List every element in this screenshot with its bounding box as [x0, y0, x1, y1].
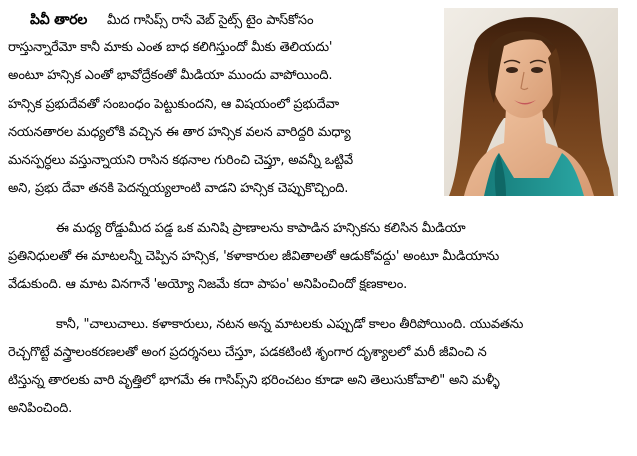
article-line: అని, ప్రభు దేవా తనకి పెదన్నయ్యలాంటి వాడని హన్సిక చెప్పుకొచ్చింది. — [8, 181, 349, 196]
article-line: హన్సిక ప్రభుదేవతో సంబంధం పెట్టుకుందని, ఆ విషయంలో ప్రభుదేవా — [8, 97, 339, 112]
article-line: రెచ్చగొట్టే వస్త్రాలంకరణలతో అంగ ప్రదర్శనలు చేస్తూ, పడకటింటి శృంగార దృశ్యాలలో మరీ జీవించి న — [8, 345, 487, 360]
article-line — [30, 11, 313, 30]
lead-term: పివీ తారల — [30, 12, 88, 28]
article-line: ఈ మధ్య రోడ్డుమీద పడ్డ ఒక మనిషి ప్రాణాలను కాపాడిన హన్సికను కలిసిన మీడియా — [56, 221, 466, 236]
article-line: నయనతారల మధ్యలోకి వచ్చిన ఈ తార హన్సిక వలన వారిద్దరి మధ్యా — [8, 125, 351, 140]
actress-photo — [444, 8, 618, 196]
article-line: అంటూ హన్సిక ఎంతో భావోద్రేకంతో మీడియా ముందు వాపోయింది. — [8, 68, 333, 83]
article-line: అనిపించింది. — [8, 401, 73, 416]
article-line: ప్రతినిధులతో ఈ మాటలన్నీ చెప్పిన హన్సిక, 'కళాకారుల జీవితాలతో ఆడుకోవద్దు' అంటూ మీడియాను — [8, 249, 500, 264]
article-line: మనస్పర్ధలు వస్తున్నాయని రాసిన కథనాల గురించి చెప్తూ, అవన్నీ ఒట్టివే — [8, 153, 353, 168]
actress-portrait — [444, 8, 618, 196]
article-line: కానీ, "చాలుచాలు. కళాకారులు, నటన అన్న మాటలకు ఎప్పుడో కాలం తీరిపోయింది. యువతను — [56, 317, 524, 332]
article-line: రాస్తున్నారేమో కానీ మాకు ఎంత బాధ కలిగిస్తుందో మీకు తెలియదు' — [8, 40, 333, 55]
article-line: వేడుకుంది. ఆ మాట వినగానే 'అయ్యో నిజమే కదా పాపం' అనిపించిందో క్షణకాలం. — [8, 277, 408, 292]
article-line: టిస్తున్న తారలకు వారి వృత్తిలో భాగమే ఈ గాసిప్స్‌ని భరించటం కూడా అని తెలుసుకోవాలి" అని మళ్ళీ — [8, 373, 500, 388]
line-text: మీద గాసిప్స్ రాసే వెబ్ సైట్స్ టైం పాస్‌కోసం — [107, 13, 314, 28]
